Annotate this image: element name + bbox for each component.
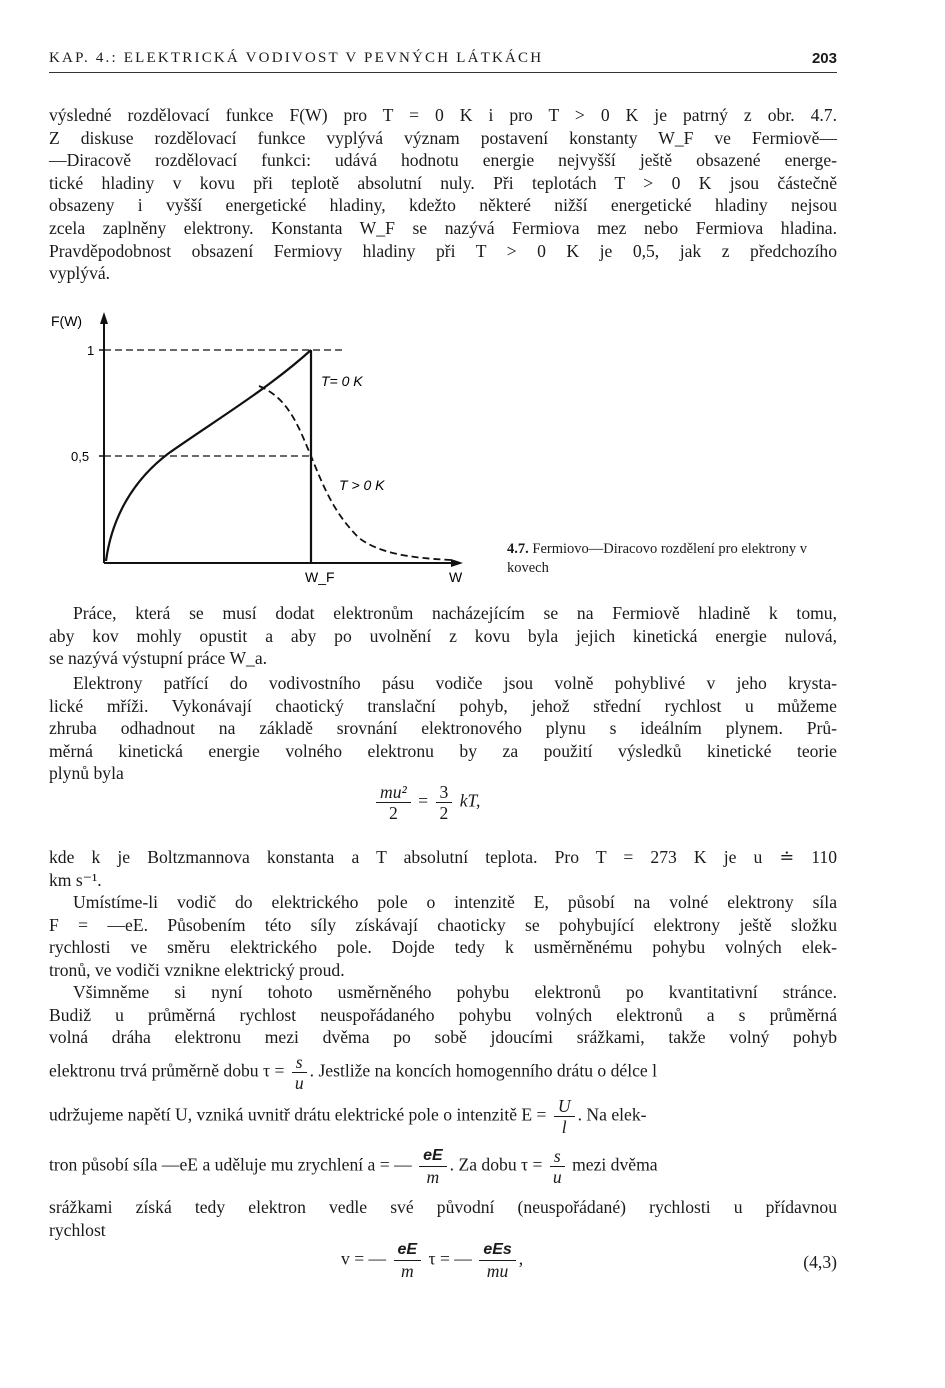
text-line: Z diskuse rozdělovací funkce vyplývá význam postavení konstanty W_F ve Fermiově—: [49, 127, 837, 148]
text-line: Pravděpodobnost obsazení Fermiovy hladiny při T > 0 K je 0,5, jak z předchozího: [49, 240, 837, 261]
text-line: volná dráha elektronu mezi dvěma po sobě jdoucími srážkami, takže volný pohyb: [49, 1027, 837, 1048]
text-line: výsledné rozdělovací funkce F(W) pro T = 0 K i pro T > 0 K je patrný z obr. 4.7.: [49, 105, 837, 125]
y-axis-arrow: [100, 312, 108, 324]
y-tick-05-label: 0,5: [71, 449, 90, 464]
curve-t0-label: T= 0 K: [321, 373, 363, 389]
curve-tgt0: [259, 386, 451, 560]
text-line: Umístíme-li vodič do elektrického pole o intenzitě E, působí na volné elektrony síla: [73, 892, 837, 912]
fraction: $\frac{U}{l}$: [554, 1096, 575, 1137]
text-line: kde k je Boltzmannova konstanta a T absolutní teplota. Pro T = 273 K je u ≐ 110: [49, 847, 837, 867]
text-line: —Diracově rozdělovací funkci: udává hodnotu energie nejvyšší ještě obsazené energe-: [49, 150, 837, 171]
text-line: vyplývá.: [49, 263, 111, 284]
fermi-dirac-plot: [49, 308, 529, 588]
fraction: $\frac{\text{mu²}}{2}$: [376, 782, 411, 823]
running-header: [49, 50, 837, 73]
page-number: 203: [811, 50, 837, 67]
text-line: Budiž u průměrná rychlost neuspořádaného pohybu volných elektronů a s průměrná: [49, 1004, 837, 1025]
y-tick-1-label: 1: [87, 343, 95, 358]
text-line: zhruba odhadnout na základě srovnání elektronového plynu s ideálním plynem. Prů-: [49, 718, 837, 739]
text-line: km s⁻¹.: [49, 869, 102, 890]
paragraph-conduction-electrons: [49, 672, 837, 785]
caption-text: Fermiovo—Diracovo rozdělení pro elektrony v kovech: [507, 541, 807, 576]
text-line: Práce, která se musí dodat elektronům nacházejícím se na Fermiově hladině k tomu,: [73, 603, 837, 623]
fraction: $\frac{eE}{m}$: [394, 1240, 422, 1281]
fraction: $\frac{\text{eEs}}{mu}$: [479, 1240, 515, 1281]
paragraph-directed-motion: [49, 981, 837, 1049]
text-line: obsazeny i vyšší energetické hladiny, kdežto některé nižší energetické hladiny nejsou: [49, 195, 837, 216]
paragraph-electric-field: [49, 891, 837, 981]
wf-label: W_F: [305, 569, 335, 585]
fraction: $\frac{3}{2}$: [436, 782, 453, 823]
text-line: tické hladiny v kovu při teplotě absolutní nuly. Při teplotách T > 0 K jsou částečně: [49, 172, 837, 193]
text-line: Elektrony patřící do vodivostního pásu vodiče jsou volně pohyblivé v jeho krysta-: [73, 673, 837, 693]
paragraph-additional-velocity: [49, 1196, 837, 1241]
text-line: plynů byla: [49, 763, 124, 784]
equation-kinetic-energy: $\frac{\text{mu²}}{2}$ = $\frac{3}{2}$ kT,: [373, 782, 480, 823]
line-tau: elektronu trvá průměrně dobu τ = $\frac{s}{u}$ . Jestliže na koncích homogenního drátu o délce l: [49, 1052, 658, 1093]
equation-number: (4,3): [803, 1252, 837, 1272]
curve-tgt0-label: T > 0 K: [339, 477, 385, 493]
text-line: lické mříži. Vykonávají chaotický translační pohyb, jehož střední rychlost u můžeme: [49, 695, 837, 716]
fraction: $\frac{s}{u}$: [550, 1146, 565, 1187]
y-axis-label: F(W): [51, 313, 83, 329]
text-line: F = —eE. Působením této síly získávají chaoticky se pohybující elektrony ještě složku: [49, 914, 837, 935]
paragraph-fermi-distribution: [49, 104, 837, 285]
caption-number: 4.7.: [507, 541, 529, 557]
paragraph-work-function: [49, 602, 837, 670]
text-line: rychlost: [49, 1219, 106, 1240]
text-line: se nazývá výstupní práce W_a.: [49, 648, 268, 669]
figure-caption: [507, 540, 837, 578]
book-page: [49, 0, 837, 1388]
x-axis-arrow: [451, 559, 463, 567]
equation-4-3: v = — $\frac{eE}{m}$ τ = — $\frac{\text{eEs}}{mu}$ , (4,3): [341, 1241, 837, 1281]
text-line: rychlosti ve směru elektrického pole. Dojde tedy k usměrněnému pohybu volných elek-: [49, 937, 837, 958]
chapter-title: KAP. 4.: ELEKTRICKÁ VODIVOST V PEVNÝCH LÁTKÁCH: [49, 50, 544, 66]
text-line: aby kov mohly opustit a aby po uvolnění z kovu byla jejich kinetická energie nulová,: [49, 625, 837, 646]
fraction: $\frac{s}{u}$: [292, 1052, 307, 1093]
x-axis-label: W: [449, 569, 463, 585]
line-field-intensity: udržujeme napětí U, vzniká uvnitř drátu elektrické pole o intenzitě E = $\frac{U}{l}$ . Na elek-: [49, 1096, 647, 1137]
fraction: $\frac{eE}{m}$: [419, 1146, 447, 1187]
figure-fermi-dirac: [49, 308, 529, 588]
text-line: měrná kinetická energie volného elektronu by za použití výsledků kinetické teorie: [49, 740, 837, 761]
text-line: tronů, ve vodiči vznikne elektrický proud.: [49, 959, 345, 980]
paragraph-boltzmann: [49, 846, 837, 891]
line-acceleration: tron působí síla —eE a uděluje mu zrychlení a = — $\frac{eE}{m}$ . Za dobu τ = $\frac{s}{u}$ mezi dvěma: [49, 1146, 658, 1187]
text-line: Všimněme si nyní tohoto usměrněného pohybu elektronů po kvantitativní stránce.: [73, 982, 837, 1002]
text-line: srážkami získá tedy elektron vedle své původní (neuspořádané) rychlosti u přídavnou: [49, 1197, 837, 1217]
text-line: zcela zaplněny elektrony. Konstanta W_F se nazývá Fermiova mez nebo Fermiova hladina.: [49, 217, 837, 238]
